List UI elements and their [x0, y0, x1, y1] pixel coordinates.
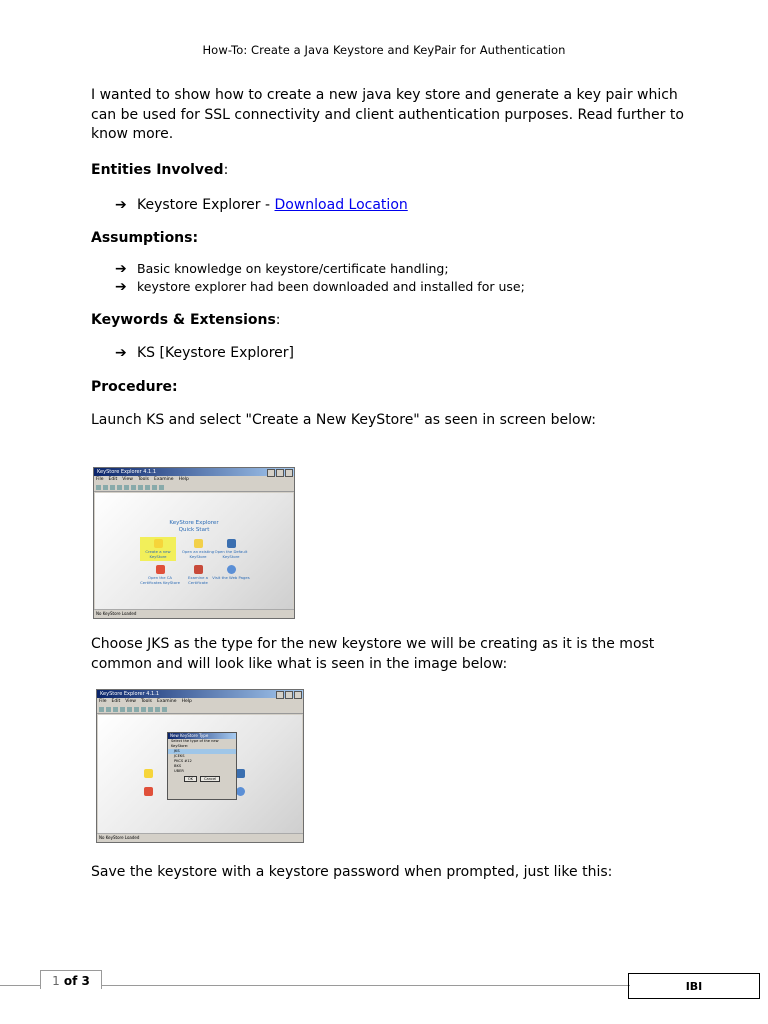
keystore-explorer-screenshot-1: [93, 467, 295, 619]
arrow-right-icon: ➔: [115, 196, 127, 213]
assumptions-heading: Assumptions:: [91, 229, 199, 246]
cancel-button: Cancel: [200, 776, 220, 782]
ok-button: OK: [184, 776, 197, 782]
certificate-icon: [194, 565, 203, 574]
list-item: ➔ KS [Keystore Explorer]: [115, 344, 294, 361]
procedure-heading: Procedure:: [91, 378, 178, 395]
close-icon: [285, 469, 293, 477]
option-bks: BKS: [174, 764, 182, 768]
keywords-heading: Keywords & Extensions:: [91, 311, 281, 328]
maximize-icon: [276, 469, 284, 477]
quick-start-title: KeyStore Explorer: [169, 520, 219, 526]
option-jceks: JCEKS: [174, 754, 185, 758]
list-item: ➔ Basic knowledge on keystore/certificate handling;: [115, 260, 449, 277]
page-header: How-To: Create a Java Keystore and KeyPair for Authentication: [202, 43, 566, 57]
dialog-title: New KeyStore Type: [168, 733, 236, 739]
open-keystore-item: Open an existing KeyStore: [178, 539, 218, 559]
create-keystore-item: [128, 769, 168, 780]
new-keystore-type-dialog: [167, 732, 237, 800]
examine-certificate-item: Examine a Certificate: [178, 565, 218, 585]
window-titlebar: KeyStore Explorer 4.1.1: [97, 690, 303, 698]
quick-start-area: [95, 493, 293, 610]
open-default-keystore-item: Open the Default KeyStore: [211, 539, 251, 559]
option-jks: JKS: [168, 749, 236, 754]
create-keystore-item: Create a new KeyStore: [140, 537, 176, 561]
arrow-right-icon: ➔: [115, 344, 127, 361]
maximize-icon: [285, 691, 293, 699]
folder-icon: [194, 539, 203, 548]
dialog-prompt: Select the type of the new KeyStore:: [171, 739, 219, 748]
quick-start-subtitle: Quick Start: [178, 527, 210, 533]
toolbar: [94, 483, 294, 492]
list-item: ➔ Keystore Explorer - Download Location: [115, 196, 408, 213]
toolbar: [97, 705, 303, 714]
footer-label: IBI: [628, 973, 760, 999]
minimize-icon: [276, 691, 284, 699]
arrow-right-icon: ➔: [115, 278, 127, 295]
procedure-step-2: Choose JKS as the type for the new keystore we will be creating as it is the most common and will look like what is seen in the image below:: [91, 636, 655, 672]
keystore-explorer-screenshot-2: [96, 689, 304, 843]
option-pkcs12: PKCS #12: [174, 759, 192, 763]
globe-icon: [227, 565, 236, 574]
download-location-link[interactable]: Download Location: [274, 196, 408, 213]
procedure-step-1: Launch KS and select "Create a New KeyStore" as seen in screen below:: [91, 411, 596, 428]
menu-bar: File Edit View Tools Examine Help: [96, 477, 189, 482]
status-bar: No KeyStore Loaded: [94, 609, 294, 618]
web-pages-item: Visit the Web Pages: [211, 565, 251, 581]
page-number: 1 of 3: [40, 970, 102, 989]
option-uber: UBER: [174, 769, 184, 773]
procedure-step-3: Save the keystore with a keystore password when prompted, just like this:: [91, 864, 613, 880]
new-keystore-icon: [154, 539, 163, 548]
window-titlebar: KeyStore Explorer 4.1.1: [94, 468, 294, 476]
ca-keystore-icon: [156, 565, 165, 574]
open-ca-keystore-item: [128, 787, 168, 798]
open-ca-keystore-item: Open the CA Certificates KeyStore: [140, 565, 180, 585]
arrow-right-icon: ➔: [115, 260, 127, 277]
intro-paragraph: I wanted to show how to create a new java key store and generate a key pair which can be used for SSL connectivity and client authentication purposes. Read further to know more.: [91, 87, 684, 142]
menu-bar: File Edit View Tools Examine Help: [99, 699, 192, 704]
document-body: [91, 86, 691, 430]
minimize-icon: [267, 469, 275, 477]
default-keystore-icon: [227, 539, 236, 548]
entities-heading: Entities Involved:: [91, 161, 229, 178]
close-icon: [294, 691, 302, 699]
status-bar: No KeyStore Loaded: [97, 833, 303, 842]
list-item: ➔ keystore explorer had been downloaded and installed for use;: [115, 278, 525, 295]
